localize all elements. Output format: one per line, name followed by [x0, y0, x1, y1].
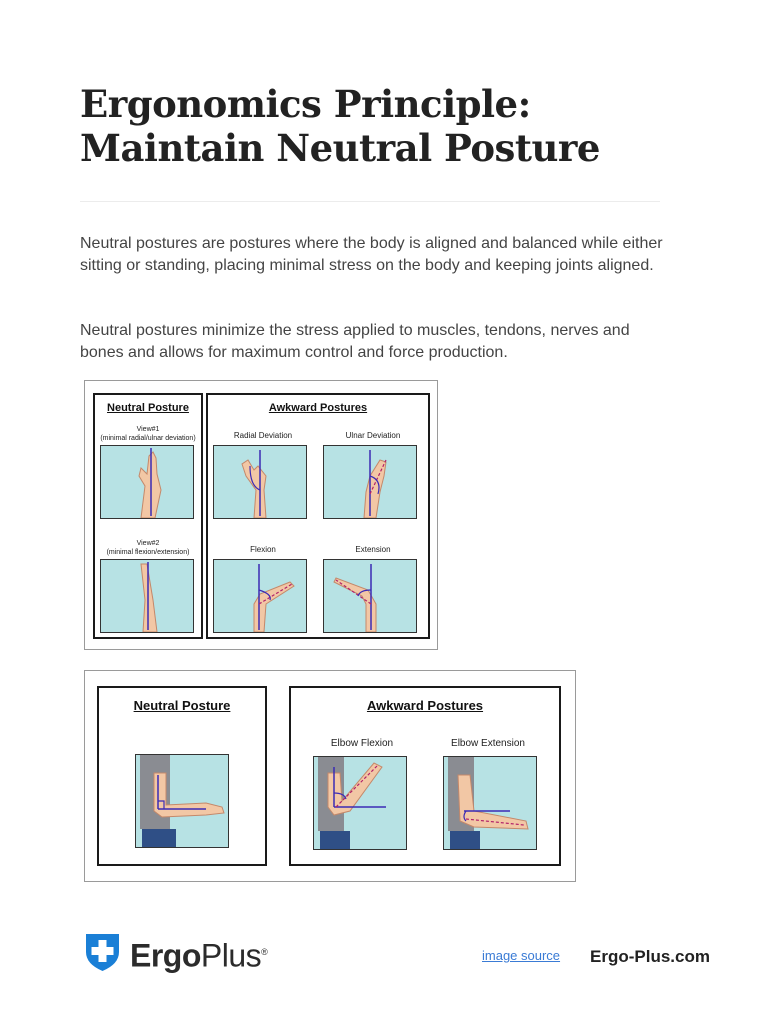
- title-line-1: Ergonomics Principle:: [80, 82, 531, 126]
- neutral-wrist-box: [93, 393, 203, 639]
- logo-wordmark: ErgoPlus®: [130, 937, 268, 974]
- shield-cross-icon: [84, 932, 121, 972]
- website-label: Ergo-Plus.com: [590, 947, 710, 966]
- flexion-image: [213, 559, 307, 633]
- divider: [80, 201, 660, 202]
- elbow-extension-image: [443, 756, 537, 850]
- neutral-elbow-box: [97, 686, 267, 866]
- elbow-posture-figure: [84, 670, 576, 882]
- awkward-wrist-heading: Awkward Postures: [268, 402, 368, 414]
- awkward-elbow-heading: Awkward Postures: [366, 698, 484, 713]
- neutral-wrist-view1-image: [100, 445, 194, 519]
- view2-caption: View#2 (minimal flexion/extension): [106, 540, 190, 556]
- elbow-flexion-image: [313, 756, 407, 850]
- wrist-posture-figure: [84, 380, 438, 650]
- ulnar-deviation-image: [323, 445, 417, 519]
- caption-extension: Extension: [355, 545, 391, 554]
- caption-elbow-flexion: Elbow Flexion: [330, 738, 394, 749]
- awkward-elbow-box: [289, 686, 561, 866]
- intro-paragraph: Neutral postures are postures where the body is aligned and balanced while either sitting or standing, placing minimal stress on the body and keeping joints aligned.: [80, 235, 663, 274]
- caption-elbow-extension: Elbow Extension: [451, 738, 525, 749]
- caption-radial-deviation: Radial Deviation: [233, 431, 293, 440]
- view1-caption: View#1 (minimal radial/ulnar deviation): [100, 426, 196, 442]
- title-line-2: Maintain Neutral Posture: [80, 126, 600, 170]
- neutral-wrist-view2-image: [100, 559, 194, 633]
- neutral-elbow-image: [135, 754, 229, 848]
- awkward-wrist-box: [206, 393, 430, 639]
- extension-image: [323, 559, 417, 633]
- caption-ulnar-deviation: Ulnar Deviation: [345, 431, 401, 440]
- caption-flexion: Flexion: [250, 545, 276, 554]
- radial-deviation-image: [213, 445, 307, 519]
- page-title: [80, 82, 600, 170]
- image-source-link[interactable]: image source: [482, 948, 561, 963]
- neutral-elbow-heading: Neutral Posture: [133, 698, 231, 713]
- neutral-wrist-heading: Neutral Posture: [107, 402, 189, 414]
- stress-paragraph: Neutral postures minimize the stress applied to muscles, tendons, nerves and bones and allows for maximum control and force production.: [80, 322, 630, 361]
